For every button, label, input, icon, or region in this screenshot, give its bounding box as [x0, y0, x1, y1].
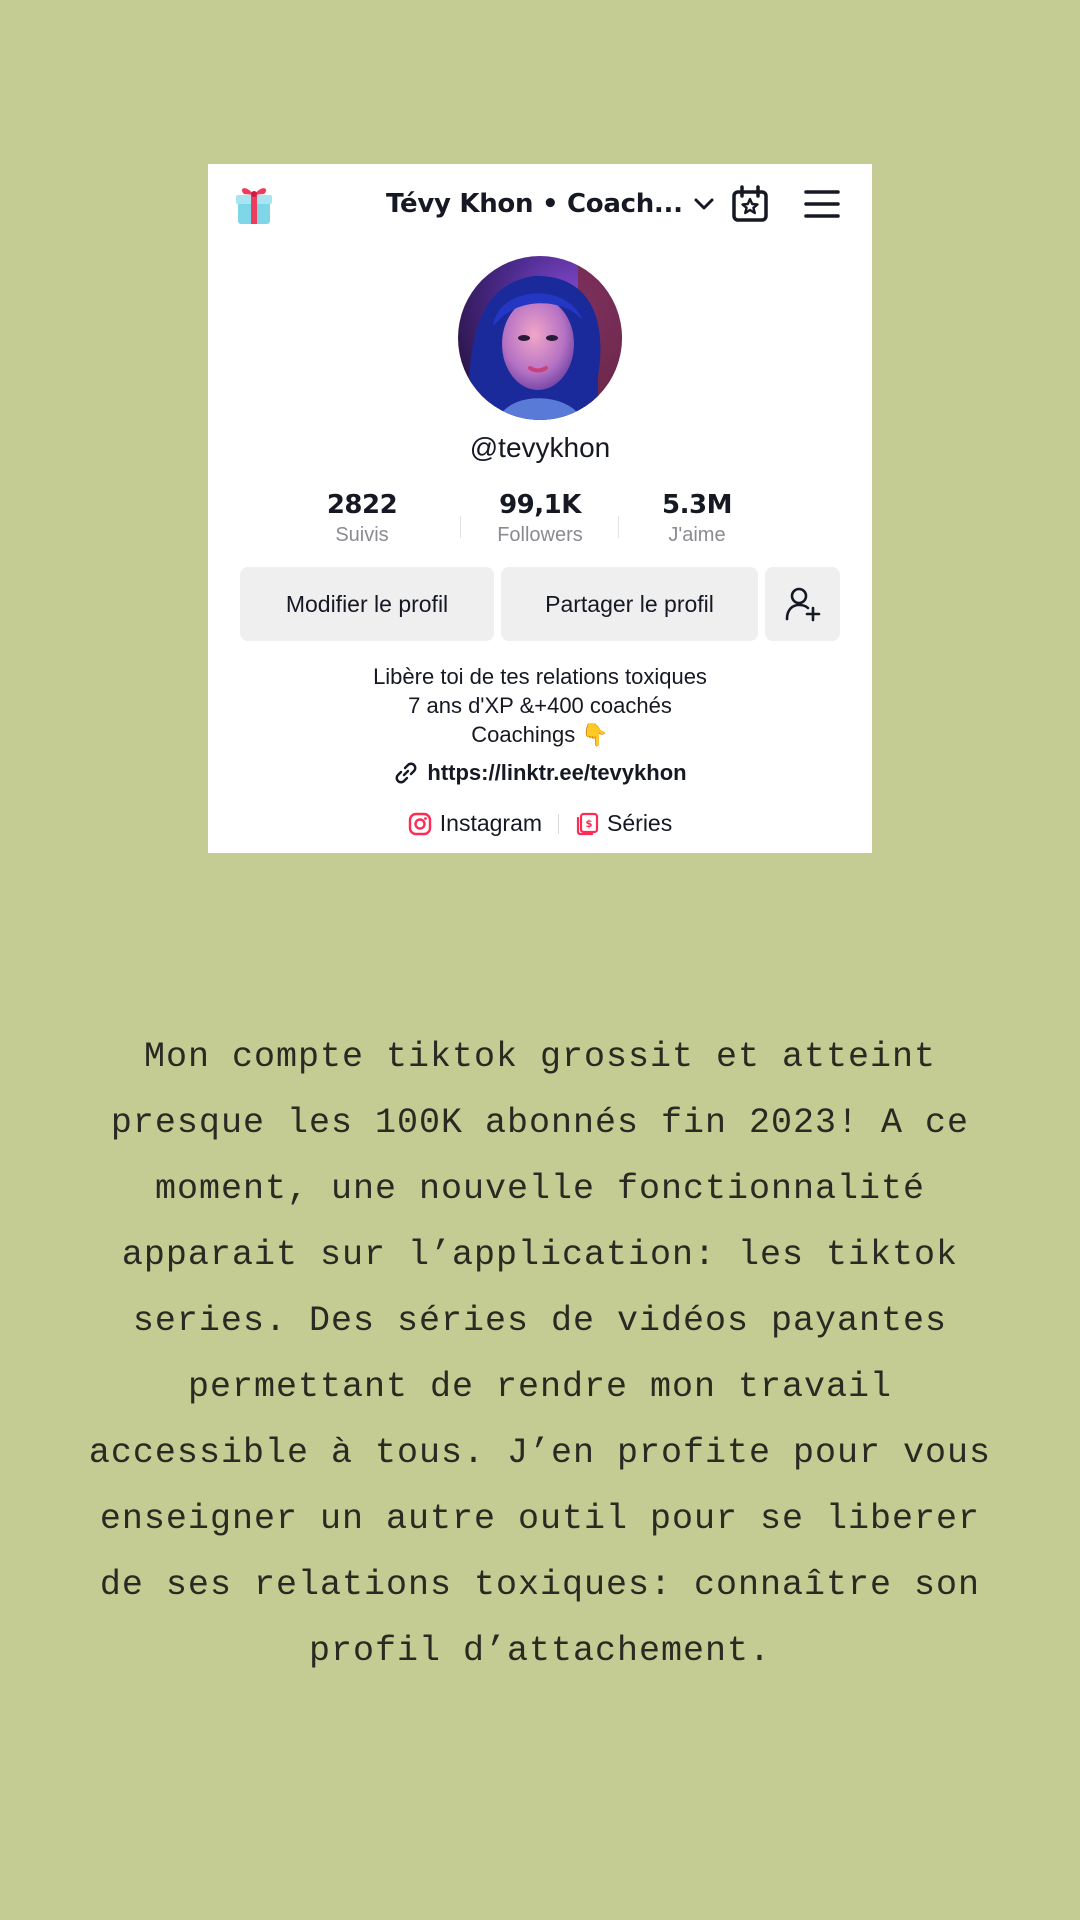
profile-bio — [208, 662, 872, 749]
stat-label: Suivis — [335, 524, 389, 546]
instagram-label: Instagram — [439, 810, 543, 836]
tiktok-profile-screenshot — [208, 164, 872, 853]
stat-value: 99,1K — [499, 490, 581, 520]
bio-line: 7 ans d'XP &+400 coachés — [408, 693, 672, 718]
add-user-icon — [784, 585, 822, 623]
stat-followers[interactable] — [460, 490, 620, 547]
bio-line: Libère toi de tes relations toxiques — [373, 664, 707, 689]
bio-link[interactable] — [208, 760, 872, 786]
social-divider — [558, 814, 559, 834]
bio-link-text: https://linktr.ee/tevykhon — [427, 760, 687, 785]
edit-profile-button[interactable]: Modifier le profil — [240, 567, 494, 641]
stat-label: Followers — [497, 524, 583, 546]
profile-stats — [208, 490, 872, 560]
account-switcher[interactable] — [386, 184, 715, 224]
profile-top-bar — [208, 164, 872, 244]
series-icon — [575, 812, 599, 836]
add-friend-button[interactable] — [765, 567, 840, 641]
series-label: Séries — [607, 810, 673, 836]
gift-icon[interactable] — [234, 182, 274, 226]
series-link[interactable] — [575, 810, 672, 837]
stat-likes[interactable] — [617, 490, 777, 547]
link-icon — [393, 760, 419, 786]
caption-text: Mon compte tiktok grossit et atteint presque les 100K abonnés fin 2023! A ce moment, une nouvelle fonctionnalité apparait sur l’application: les tiktok series. Des séries de vidéos payantes permettant de rendre mon travail accessible à tous. J’en profite pour vous enseigner un autre outil pour se liberer de ses relations toxiques: connaître son profil d’attachement. — [88, 1037, 992, 1671]
share-profile-button[interactable]: Partager le profil — [501, 567, 758, 641]
stat-following[interactable] — [282, 490, 442, 547]
account-title: Tévy Khon • Coach... — [386, 189, 683, 219]
stat-label: J'aime — [668, 524, 726, 546]
instagram-icon — [408, 812, 432, 836]
profile-handle: @tevykhon — [469, 432, 611, 463]
svg-text:$: $ — [585, 818, 593, 830]
chevron-down-icon — [693, 193, 715, 215]
stat-value: 2822 — [326, 490, 398, 520]
avatar[interactable] — [458, 256, 622, 420]
profile-socials — [208, 810, 872, 837]
stat-value: 5.3M — [662, 490, 732, 520]
bio-line: Coachings 👇 — [471, 722, 609, 747]
calendar-star-icon[interactable] — [730, 184, 770, 224]
instagram-link[interactable] — [408, 810, 542, 837]
menu-icon[interactable] — [804, 188, 840, 220]
